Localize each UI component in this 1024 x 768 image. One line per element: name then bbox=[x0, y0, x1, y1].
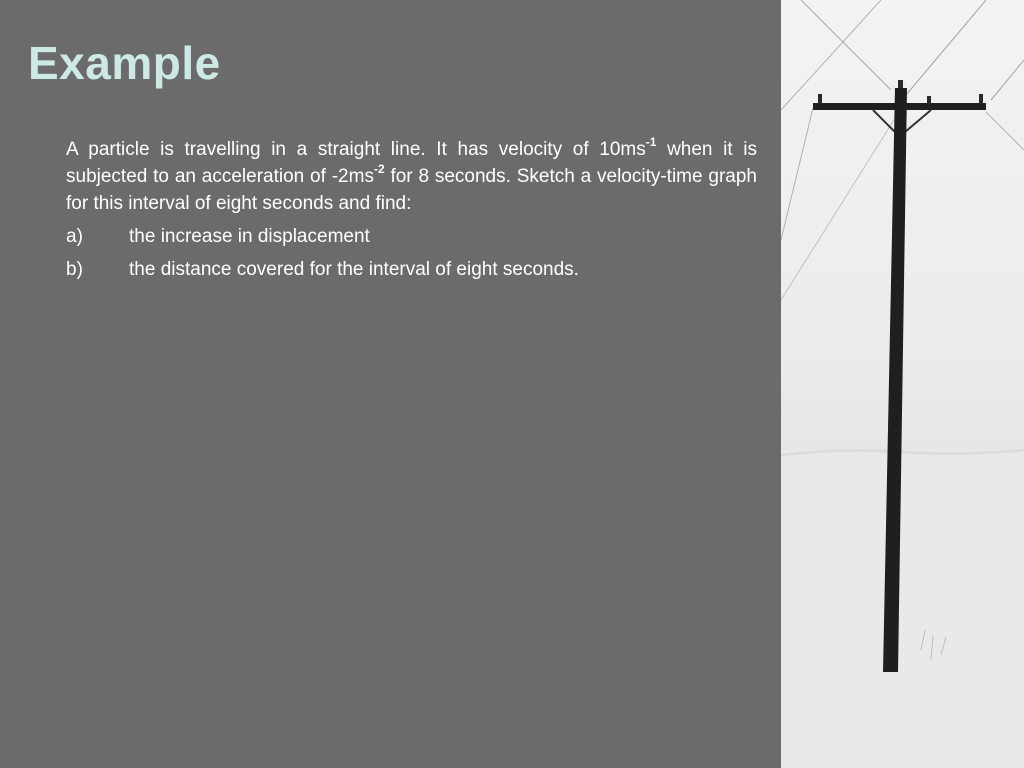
wire bbox=[781, 0, 881, 110]
list-item-a bbox=[66, 223, 757, 250]
slide-title: Example bbox=[28, 37, 221, 89]
acceleration-unit-exponent: -2 bbox=[373, 161, 385, 176]
insulator bbox=[979, 94, 983, 104]
wire bbox=[906, 0, 986, 95]
telephone-pole-photo bbox=[781, 0, 1024, 768]
paragraph-part-3: for 8 seconds. Sketch a velocity-time graph for this interval of eight seconds and find: bbox=[66, 166, 757, 214]
problem-paragraph bbox=[66, 136, 757, 217]
wire bbox=[781, 112, 899, 300]
wire bbox=[801, 0, 891, 90]
insulator bbox=[927, 96, 931, 104]
paragraph-part-2: when it is subjected to an acceleration of -2ms bbox=[66, 139, 757, 187]
pole-brace bbox=[873, 110, 895, 132]
list-text-a: the increase in displacement bbox=[129, 226, 370, 247]
problem-text bbox=[66, 136, 757, 283]
list-marker-a: a) bbox=[66, 226, 83, 247]
snow-ground bbox=[781, 450, 1024, 768]
list-marker-b: b) bbox=[66, 259, 83, 280]
paragraph-part-1: A particle is travelling in a straight line. It has velocity of 10ms bbox=[66, 139, 646, 160]
list-text-b: the distance covered for the interval of eight seconds. bbox=[129, 259, 579, 280]
photo-illustration bbox=[781, 0, 1024, 768]
wire bbox=[781, 108, 813, 240]
wire bbox=[986, 112, 1024, 150]
list-item-b bbox=[66, 256, 757, 283]
insulator bbox=[818, 94, 822, 104]
wire bbox=[991, 60, 1024, 100]
velocity-unit-exponent: -1 bbox=[645, 134, 657, 149]
pole-brace bbox=[905, 110, 931, 132]
